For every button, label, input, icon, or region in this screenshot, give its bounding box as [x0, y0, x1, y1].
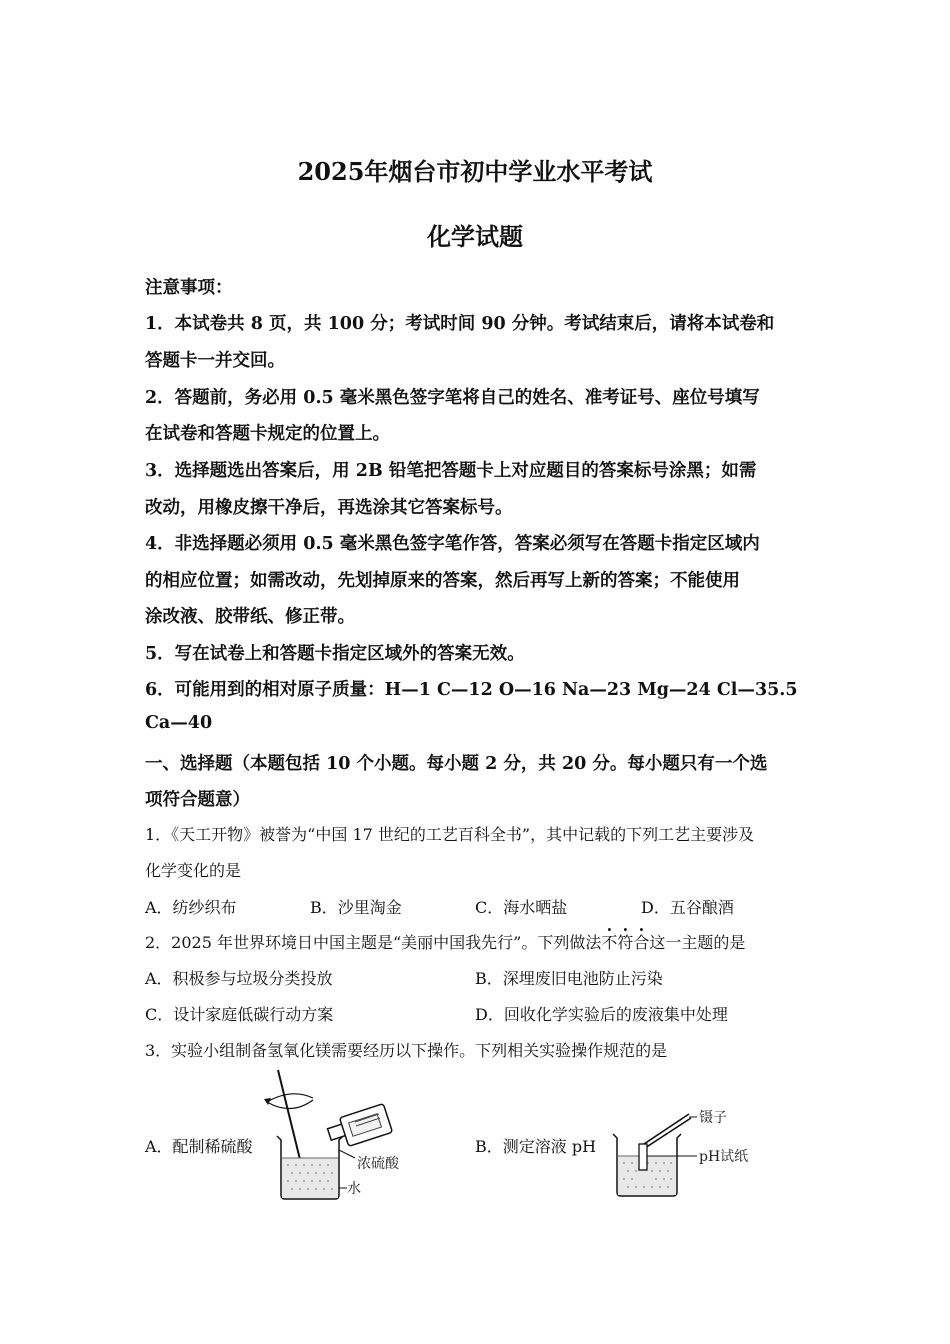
notice-line: 涂改液、胶带纸、修正带。: [145, 607, 355, 627]
q1-option-a: A．纺纱织布: [145, 898, 237, 917]
exam-title: 2025年烟台市初中学业水平考试: [297, 157, 653, 186]
reagent-bottle: [328, 1104, 393, 1147]
label-conc-sulfuric-acid: 浓硫酸: [357, 1156, 399, 1172]
q2-stem-before: 2．2025 年世界环境日中国主题是“美丽中国我先行”。下列做法: [145, 933, 602, 952]
label-tweezers: 镊子: [699, 1110, 727, 1126]
figure-dilute-acid: [255, 1062, 430, 1210]
question-1-stem-cont: 化学变化的是: [145, 861, 242, 880]
emphasis-char: 合: [633, 933, 650, 952]
notice-line: Ca—40: [145, 713, 213, 733]
notice-line: 答题卡一并交回。: [145, 351, 285, 371]
exam-subtitle: 化学试题: [427, 222, 523, 251]
notice-line: 1．本试卷共 8 页，共 100 分；考试时间 90 分钟。考试结束后，请将本试卷和: [145, 314, 775, 334]
notice-line: 5．写在试卷上和答题卡指定区域外的答案无效。: [145, 644, 525, 664]
label-ph-paper: pH试纸: [699, 1149, 749, 1165]
q3-option-a: A．配制稀硫酸: [145, 1137, 253, 1156]
figure-measure-ph: [605, 1100, 765, 1206]
label-water: 水: [347, 1181, 361, 1197]
section-heading-cont: 项符合题意）: [145, 790, 250, 810]
notice-line: 4．非选择题必须用 0.5 毫米黑色签字笔作答，答案必须写在答题卡指定区域内: [145, 534, 760, 554]
q2-option-a: A．积极参与垃圾分类投放: [145, 969, 333, 988]
notice-line: 3．选择题选出答案后，用 2B 铅笔把答题卡上对应题目的答案标号涂黑；如需: [145, 461, 757, 481]
q1-option-c: C．海水晒盐: [475, 898, 568, 917]
notice-line: 2．答题前，务必用 0.5 毫米黑色签字笔将自己的姓名、准考证号、座位号填写: [145, 388, 760, 408]
emphasis-char: 不: [601, 933, 618, 952]
question-3-stem: 3．实验小组制备氢氧化镁需要经历以下操作。下列相关实验操作规范的是: [145, 1041, 668, 1060]
notice-line: 在试卷和答题卡规定的位置上。: [145, 424, 390, 444]
q2-option-c: C．设计家庭低碳行动方案: [145, 1005, 334, 1024]
q1-option-b: B．沙里淘金: [310, 898, 402, 917]
emphasis-char: 符: [617, 933, 634, 952]
section-heading: 一、选择题（本题包括 10 个小题。每小题 2 分，共 20 分。每小题只有一个选: [145, 754, 768, 774]
acid-leader: [339, 1150, 355, 1158]
notice-line: 的相应位置；如需改动，先划掉原来的答案，然后再写上新的答案；不能使用: [145, 571, 740, 591]
tweezers: [641, 1114, 691, 1148]
beaker: [277, 1136, 343, 1199]
notice-heading: 注意事项：: [145, 278, 233, 298]
q2-option-b: B．深埋废旧电池防止污染: [475, 969, 663, 988]
question-2-stem: [145, 930, 745, 953]
q3-option-b: B．测定溶液 pH: [475, 1137, 597, 1156]
q2-stem-after: 这一主题的是: [649, 933, 746, 952]
q2-option-d: D．回收化学实验后的废液集中处理: [475, 1005, 728, 1024]
ph-test-paper: [639, 1144, 647, 1170]
notice-line: 6．可能用到的相对原子质量：H—1 C—12 O—16 Na—23 Mg—24 Cl—35.5: [145, 680, 798, 700]
q1-option-d: D．五谷酿酒: [641, 898, 734, 917]
question-1-stem: 1．《天工开物》被誉为“中国 17 世纪的工艺百科全书”，其中记载的下列工艺主要涉及: [145, 825, 755, 844]
notice-line: 改动，用橡皮擦干净后，再选涂其它答案标号。: [145, 498, 513, 518]
